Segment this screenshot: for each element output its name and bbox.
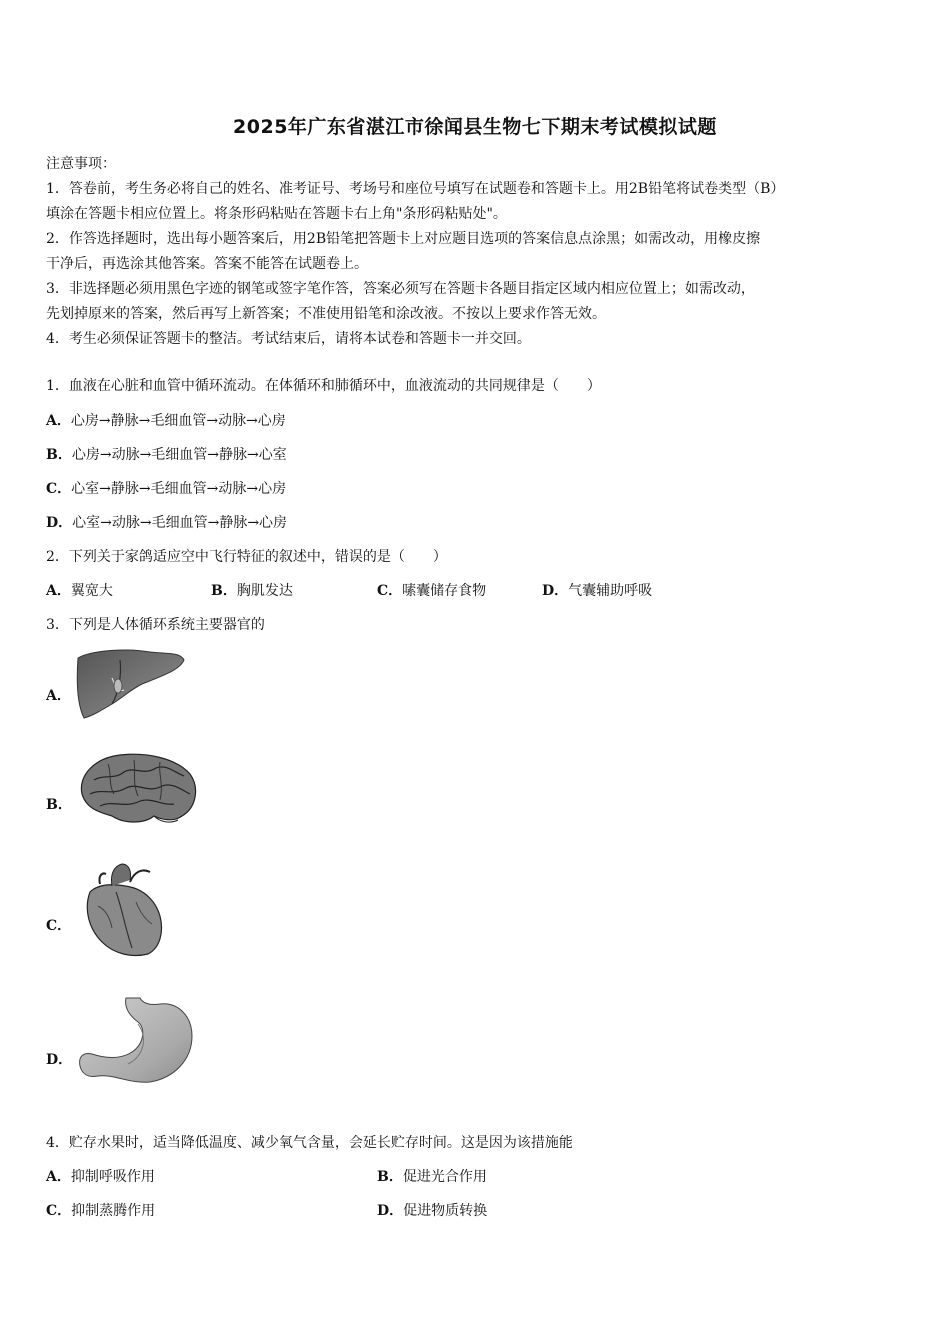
stomach-image <box>74 994 198 1090</box>
notes-line: 干净后，再选涂其他答案。答案不能答在试题卷上。 <box>46 256 368 272</box>
option-text: 心室→静脉→毛细血管→动脉→心房 <box>71 481 287 497</box>
option-text: 气囊辅助呼吸 <box>568 583 653 599</box>
question-3-option-b-letter: B． <box>46 797 72 813</box>
option-letter: B． <box>377 1169 403 1185</box>
question-1-option-d <box>46 512 287 532</box>
question-4-option-c <box>46 1200 155 1220</box>
question-1-stem: 1．血液在心脏和血管中循环流动。在体循环和肺循环中，血液流动的共同规律是（ ） <box>46 378 601 394</box>
option-letter: D． <box>46 515 73 531</box>
notes-line: 先划掉原来的答案，然后再写上新答案；不准使用铅笔和涂改液。不按以上要求作答无效。 <box>46 306 606 322</box>
option-letter: B． <box>46 447 72 463</box>
question-2-option-c <box>377 580 486 600</box>
notes-line: 3．非选择题必须用黑色字迹的钢笔或签字笔作答，答案必须写在答题卡各题目指定区域内相应位置上；如需改动， <box>46 281 755 297</box>
question-3-stem: 3．下列是人体循环系统主要器官的 <box>46 617 265 633</box>
question-4-stem: 4．贮存水果时，适当降低温度、减少氧气含量，会延长贮存时间。这是因为该措施能 <box>46 1135 573 1151</box>
notes-line: 4．考生必须保证答题卡的整洁。考试结束后，请将本试卷和答题卡一并交回。 <box>46 331 531 347</box>
question-1-option-a <box>46 410 286 430</box>
question-2-option-b <box>211 580 293 600</box>
option-text: 胸肌发达 <box>236 583 293 599</box>
option-text: 促进物质转换 <box>403 1203 488 1219</box>
question-4-options-row-2 <box>46 1200 906 1220</box>
notes-line: 填涂在答题卡相应位置上。将条形码粘贴在答题卡右上角"条形码粘贴处"。 <box>46 206 507 222</box>
option-letter: C． <box>377 583 403 599</box>
option-text: 嗉囊储存食物 <box>402 583 487 599</box>
option-text: 心室→动脉→毛细血管→静脉→心房 <box>72 515 288 531</box>
option-text: 心房→静脉→毛细血管→动脉→心房 <box>70 413 286 429</box>
question-1-option-c <box>46 478 286 498</box>
question-4-options-row-1 <box>46 1166 906 1186</box>
option-letter: C． <box>46 481 72 497</box>
option-letter: B． <box>211 583 237 599</box>
brain-image <box>74 750 200 828</box>
option-letter: A． <box>46 413 71 429</box>
question-2-options <box>46 580 906 600</box>
question-2-option-d <box>542 580 652 600</box>
question-4-option-d <box>377 1200 487 1220</box>
notes-heading: 注意事项： <box>46 156 116 172</box>
question-2-stem: 2．下列关于家鸽适应空中飞行特征的叙述中，错误的是（ ） <box>46 549 447 565</box>
question-3-option-d-letter: D． <box>46 1052 73 1068</box>
option-letter: A． <box>46 583 71 599</box>
heart-image <box>76 862 166 958</box>
option-text: 促进光合作用 <box>402 1169 487 1185</box>
option-text: 心房→动脉→毛细血管→静脉→心室 <box>71 447 287 463</box>
notes-line: 2．作答选择题时，选出每小题答案后，用2B铅笔把答题卡上对应题目选项的答案信息点涂黑；如需改动，用橡皮擦 <box>46 231 761 247</box>
question-4-option-b <box>377 1166 487 1186</box>
question-4-option-a <box>46 1166 155 1186</box>
question-2-option-a <box>46 580 113 600</box>
page-title: 2025年广东省湛江市徐闻县生物七下期末考试模拟试题 <box>233 116 717 138</box>
option-letter: C． <box>46 1203 72 1219</box>
option-letter: A． <box>46 1169 71 1185</box>
notes-line: 1．答卷前，考生务必将自己的姓名、准考证号、考场号和座位号填写在试题卷和答题卡上。用2B铅笔将试卷类型（B） <box>46 181 785 197</box>
option-text: 抑制呼吸作用 <box>70 1169 155 1185</box>
question-1-option-b <box>46 444 287 464</box>
question-3-option-a-letter: A． <box>46 688 71 704</box>
liver-image <box>72 646 186 722</box>
option-letter: D． <box>377 1203 404 1219</box>
option-letter: D． <box>542 583 569 599</box>
question-3-option-c-letter: C． <box>46 918 72 934</box>
option-text: 翼宽大 <box>70 583 113 599</box>
option-text: 抑制蒸腾作用 <box>71 1203 156 1219</box>
notes-section <box>46 152 906 352</box>
